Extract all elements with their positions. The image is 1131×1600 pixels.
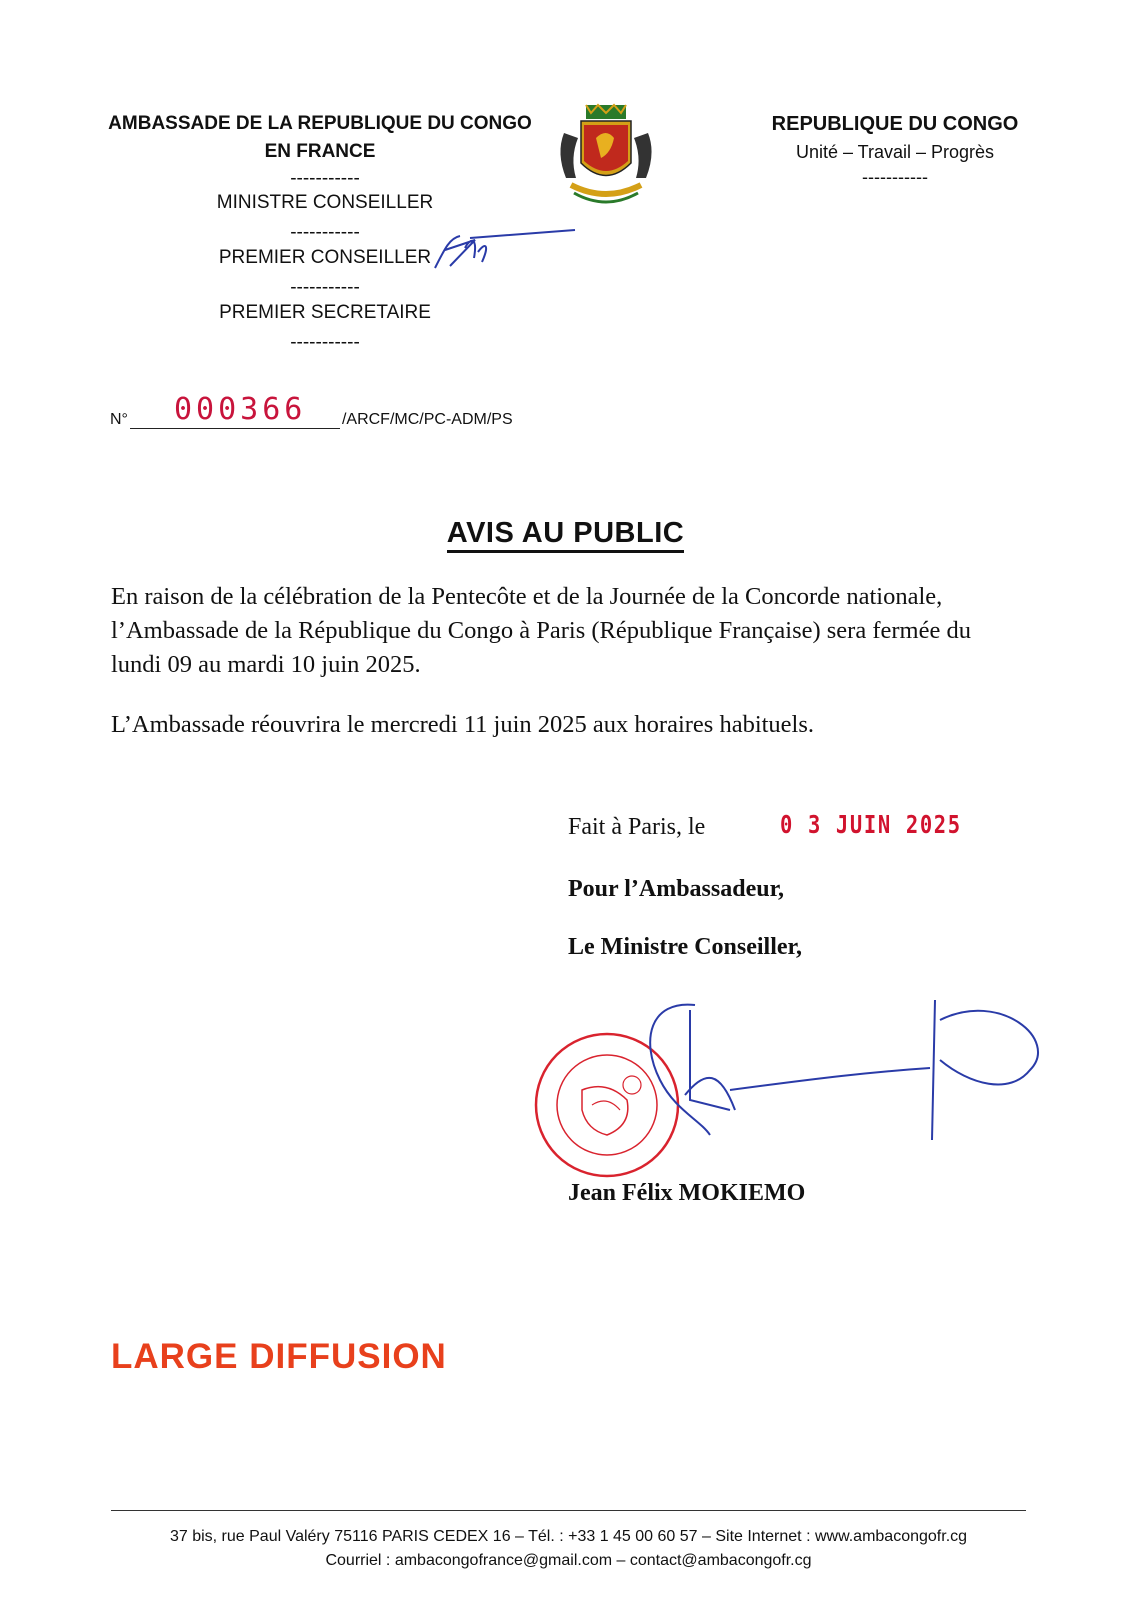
embassy-name-line2: EN FRANCE xyxy=(264,141,376,162)
signatory-name: Jean Félix MOKIEMO xyxy=(568,1180,806,1206)
coat-of-arms-icon xyxy=(556,103,656,213)
first-secretary-label: PREMIER SECRETAIRE xyxy=(219,302,431,323)
signatory-title: Le Ministre Conseiller, xyxy=(568,934,802,960)
country-name: REPUBLIQUE DU CONGO xyxy=(771,113,1019,135)
embassy-header xyxy=(100,110,540,166)
country-header xyxy=(770,110,1020,188)
footer-divider xyxy=(111,1510,1026,1511)
footer-email: Courriel : ambacongofrance@gmail.com – contact@ambacongofr.cg xyxy=(325,1552,812,1569)
country-motto: Unité – Travail – Progrès xyxy=(795,142,995,162)
for-ambassador: Pour l’Ambassadeur, xyxy=(568,876,785,902)
separator: ----------- xyxy=(290,222,360,243)
reference-suffix: /ARCF/MC/PC-ADM/PS xyxy=(341,411,513,428)
separator: ----------- xyxy=(290,332,360,353)
separator: ----------- xyxy=(862,167,928,187)
footer-address: 37 bis, rue Paul Valéry 75116 PARIS CEDEX 16 – Tél. : +33 1 45 00 60 57 – Site Internet : www.ambacongofr.cg xyxy=(169,1528,968,1545)
initials-signature-icon xyxy=(430,228,580,278)
notice-paragraph-2: L’Ambassade réouvrira le mercredi 11 juin 2025 aux horaires habituels. xyxy=(111,711,815,738)
notice-paragraph-1: En raison de la célébration de la Pentecôte et de la Journée de la Concorde nationale, l’Ambassade de la République du Congo à Paris (République Française) sera fermée du lundi 09 au mardi 10 juin 2025. xyxy=(111,583,971,678)
place-label: Fait à Paris, le xyxy=(568,814,706,840)
distribution-label: LARGE DIFFUSION xyxy=(111,1337,447,1376)
embassy-name-line1: AMBASSADE DE LA REPUBLIQUE DU CONGO xyxy=(108,113,532,134)
minister-counsellor-label: MINISTRE CONSEILLER xyxy=(216,192,434,213)
separator: ----------- xyxy=(290,277,360,298)
notice-title-text: AVIS AU PUBLIC xyxy=(447,517,684,553)
reference-number-stamp: 000366 xyxy=(174,392,307,427)
reference-row xyxy=(110,410,513,429)
reference-prefix: N° xyxy=(110,411,128,428)
notice-title xyxy=(0,517,1131,550)
date-stamp: 0 3 JUIN 2025 xyxy=(780,810,962,839)
separator: ----------- xyxy=(290,168,360,189)
handwritten-signature-icon xyxy=(640,1000,1060,1170)
first-counsellor-label: PREMIER CONSEILLER xyxy=(218,247,432,268)
